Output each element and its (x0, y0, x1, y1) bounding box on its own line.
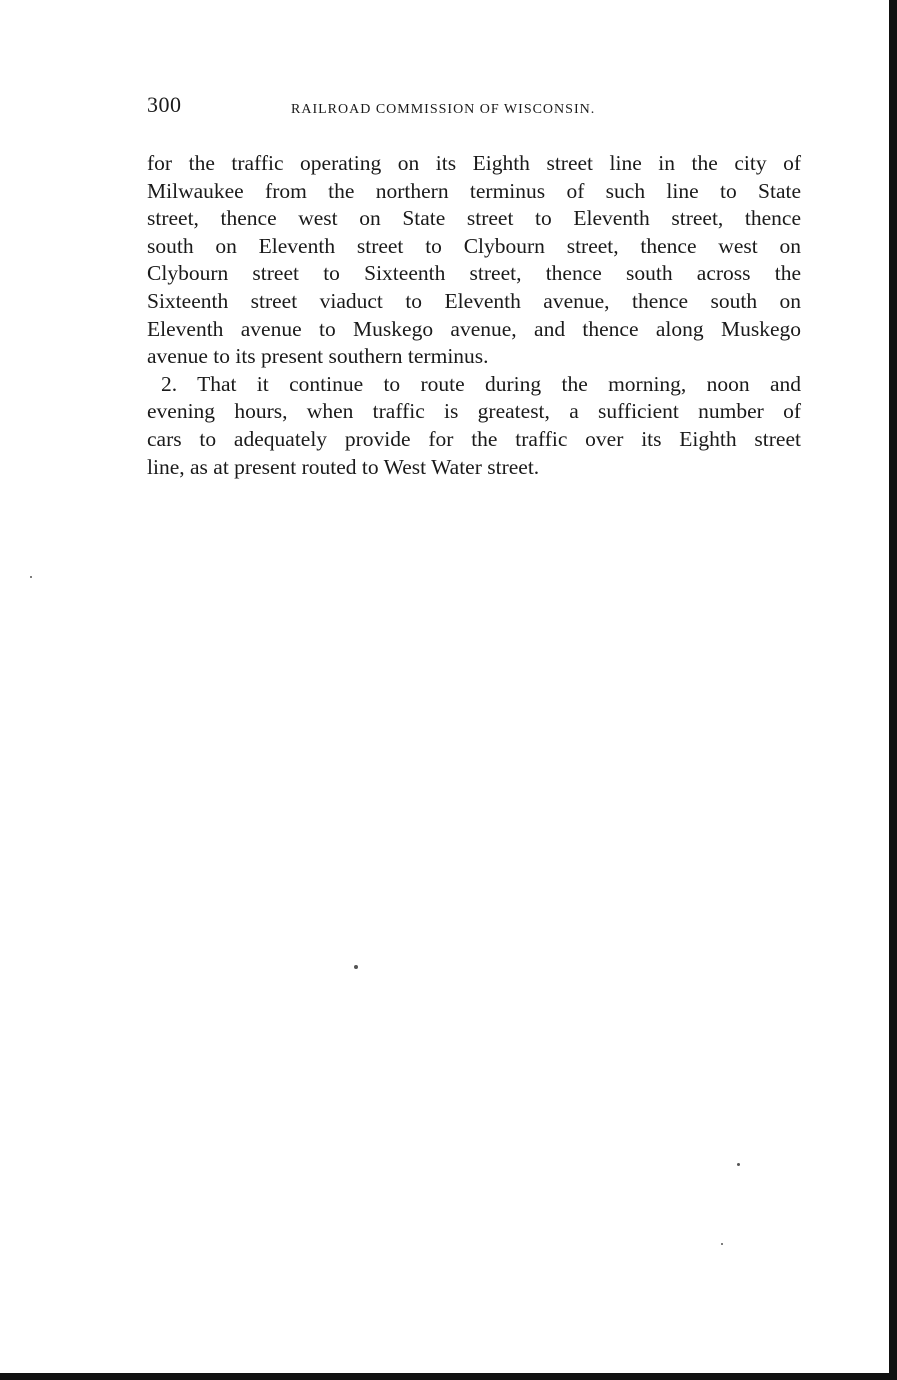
running-title: RAILROAD COMMISSION OF WISCONSIN. (291, 102, 596, 117)
text-line: Milwaukee from the northern terminus of such line to State (147, 178, 801, 203)
scan-border-right (889, 0, 897, 1380)
scan-speck (30, 576, 32, 578)
text-line: street, thence west on State street to Eleventh street, thence (147, 206, 801, 231)
text-line: avenue to its present southern terminus. (147, 344, 489, 369)
running-head (147, 92, 802, 122)
text-line: 2. That it continue to route during the morning, noon and (161, 371, 801, 396)
text-line: south on Eleventh street to Clybourn street, thence west on (147, 233, 801, 258)
scan-speck (721, 1243, 723, 1245)
scan-speck (354, 965, 358, 969)
text-line: for the traffic operating on its Eighth street line in the city of (147, 151, 801, 175)
text-line: Sixteenth street viaduct to Eleventh avenue, thence south on (147, 288, 801, 313)
text-line: Eleventh avenue to Muskego avenue, and thence along Muskego (147, 316, 801, 341)
text-line: Clybourn street to Sixteenth street, thence south across the (147, 261, 801, 286)
text-line: evening hours, when traffic is greatest, a sufficient number of (147, 399, 801, 424)
paragraph-1 (147, 150, 801, 371)
scan-border-bottom (0, 1373, 897, 1380)
scan-speck (737, 1163, 740, 1166)
paragraph-2 (147, 371, 801, 481)
text-line: line, as at present routed to West Water street. (147, 454, 540, 479)
page-number: 300 (147, 92, 182, 117)
body-text (147, 150, 801, 481)
text-line: cars to adequately provide for the traffic over its Eighth street (147, 426, 801, 451)
